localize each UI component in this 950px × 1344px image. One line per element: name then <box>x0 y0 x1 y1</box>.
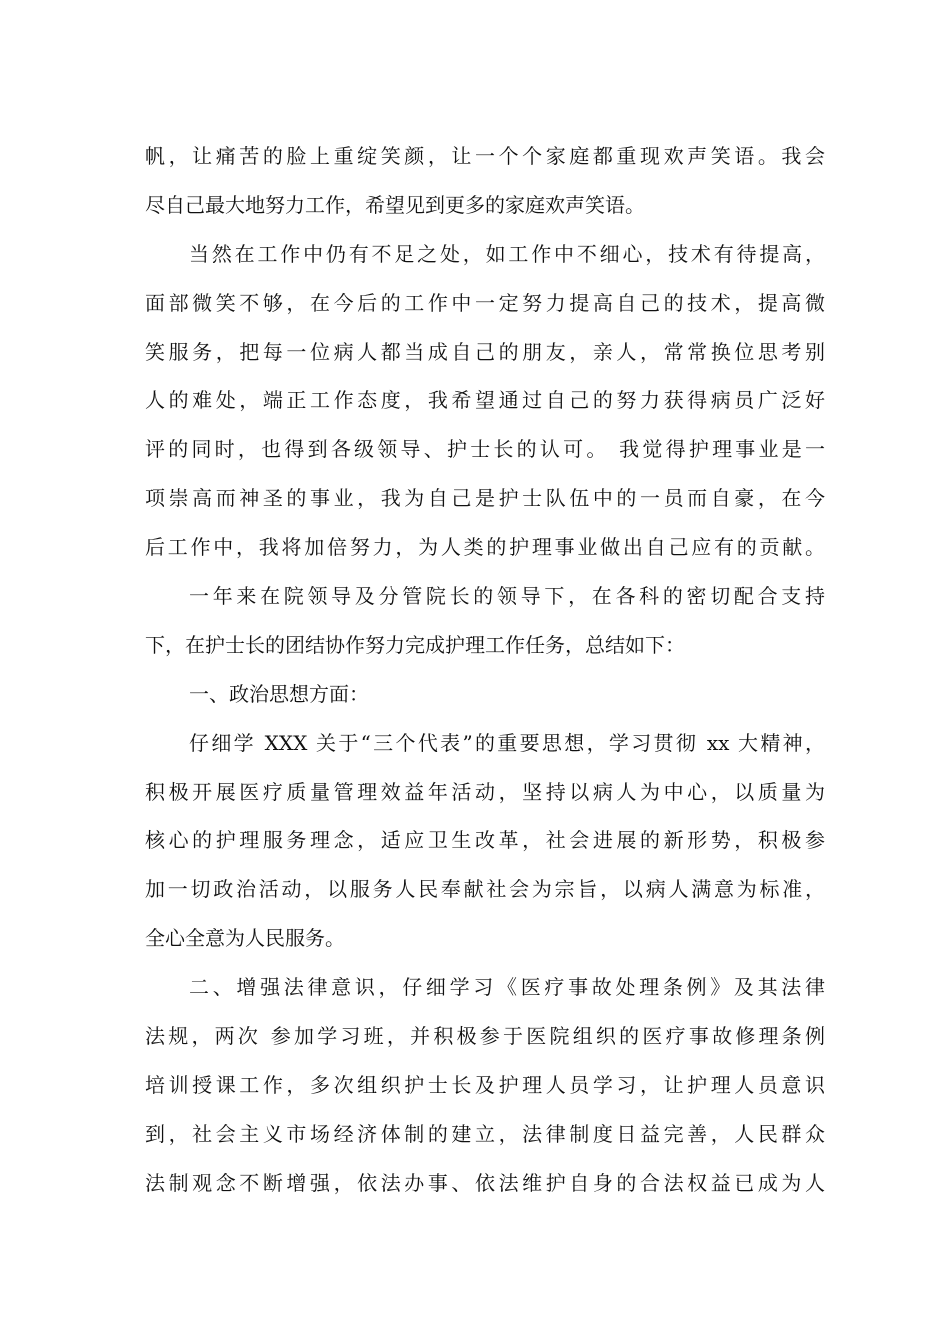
section-heading: 一、政治思想方面： <box>189 681 369 706</box>
text-line: 后工作中，我将加倍努力，为人类的护理事业做出自己应有的贡献。 <box>145 535 825 560</box>
text-line: 帆，让痛苦的脸上重绽笑颜，让一个个家庭都重现欢声笑语。我会 <box>145 144 825 168</box>
body-text <box>145 132 825 1208</box>
text-line: 法规，两次 参加学习班，并积极参于医院组织的医疗事故修理条例 <box>145 1024 825 1049</box>
text-line: 培训授课工作，多次组织护士长及护理人员学习，让护理人员意识 <box>145 1072 825 1097</box>
text-line: 人的难处，端正工作态度，我希望通过自己的努力获得病员广泛好 <box>145 388 825 413</box>
text-line: 项崇高而神圣的事业，我为自己是护士队伍中的一员而自豪，在今 <box>145 486 825 511</box>
text-line: 当然在工作中仍有不足之处，如工作中不细心，技术有待提高， <box>189 241 825 266</box>
text-line: 全心全意为人民服务。 <box>145 926 345 951</box>
text-line: 核心的护理服务理念，适应卫生改革，社会进展的新形势，积极参 <box>145 828 825 853</box>
text-line: 下，在护士长的团结协作努力完成护理工作任务，总结如下： <box>145 632 685 657</box>
text-line: 尽自己最大地努力工作，希望见到更多的家庭欢声笑语。 <box>145 192 645 217</box>
text-line: 法制观念不断增强，依法办事、依法维护自身的合法权益已成为人 <box>145 1170 825 1195</box>
text-line: 加一切政治活动，以服务人民奉献社会为宗旨，以病人满意为标准， <box>145 877 825 902</box>
text-line: 到，社会主义市场经济体制的建立，法律制度日益完善，人民群众 <box>145 1121 825 1146</box>
text-line: 积极开展医疗质量管理效益年活动，坚持以病人为中心，以质量为 <box>145 779 825 804</box>
text-line: 仔细学 XXX 关于“三个代表”的重要思想，学习贯彻 xx 大精神， <box>189 730 825 755</box>
text-line: 评的同时，也得到各级领导、护士长的认可。 我觉得护理事业是一 <box>145 437 825 462</box>
text-line: 面部微笑不够，在今后的工作中一定努力提高自己的技术，提高微 <box>145 290 825 315</box>
text-line: 二、增强法律意识，仔细学习《医疗事故处理条例》及其法律 <box>189 975 825 1000</box>
text-line: 一年来在院领导及分管院长的领导下，在各科的密切配合支持 <box>189 584 825 609</box>
text-line: 笑服务，把每一位病人都当成自己的朋友，亲人，常常换位思考别 <box>145 339 825 364</box>
